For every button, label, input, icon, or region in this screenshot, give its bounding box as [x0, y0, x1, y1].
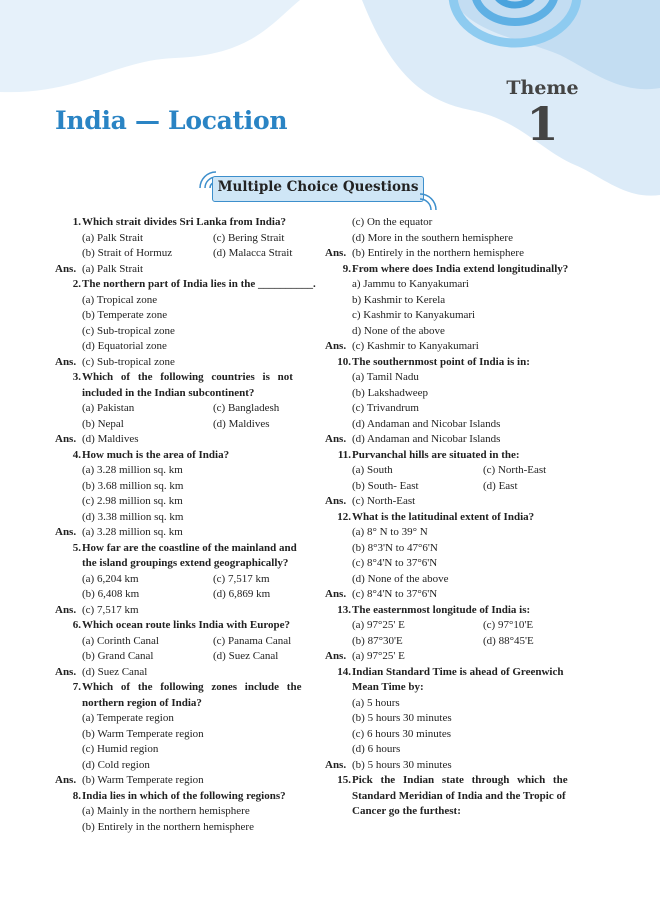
- option: (b) 5 hours 30 minutes: [352, 712, 452, 724]
- option: (c) On the equator: [352, 216, 433, 228]
- wave-right-icon: [418, 192, 440, 212]
- question-11: 11. Purvanchal hills are situated in the:: [337, 448, 520, 461]
- option: b) Kashmir to Kerela: [352, 293, 446, 306]
- option: (a) 5 hours: [352, 696, 400, 709]
- option: (a) 3.28 million sq. km: [82, 464, 183, 476]
- option: (c) Humid region: [82, 743, 159, 755]
- question-14-cont: Mean Time by:: [352, 681, 424, 693]
- option: (d) 3.38 million sq. km: [82, 510, 184, 523]
- answer-14: Ans. (b) 5 hours 30 minutes: [325, 758, 452, 771]
- option: (b) Lakshadweep: [352, 386, 429, 399]
- theme-word: Theme: [506, 77, 579, 99]
- option: (a) 8° N to 39° N: [352, 526, 428, 538]
- option: (d) Andaman and Nicobar Islands: [352, 417, 501, 430]
- option-row: (a) Pakistan (c) Bangladesh: [82, 402, 280, 414]
- question-14: 14. Indian Standard Time is ahead of Greenwich: [337, 665, 564, 678]
- option: (a) Tropical zone: [82, 293, 158, 306]
- answer-2: Ans. (c) Sub-tropical zone: [55, 355, 175, 368]
- option: (c) Trivandrum: [352, 402, 419, 414]
- answer-13: Ans. (a) 97°25' E: [325, 650, 405, 662]
- option: (c) 6 hours 30 minutes: [352, 727, 451, 740]
- question-10: 10. The southernmost point of India is in:: [337, 355, 530, 368]
- option-row: (b) 6,408 km (d) 6,869 km: [82, 588, 271, 600]
- question-2: 2. The northern part of India lies in the __________.: [72, 278, 316, 290]
- question-15-cont: Standard Meridian of India and the Tropic of: [352, 789, 566, 802]
- answer-12: Ans. (c) 8°4'N to 37°6'N: [325, 588, 438, 600]
- question-13: 13. The easternmost longitude of India is:: [337, 603, 531, 616]
- question-7-cont: northern region of India?: [82, 696, 202, 709]
- option: (c) 8°4'N to 37°6'N: [352, 557, 438, 569]
- answer-10: Ans. (d) Andaman and Nicobar Islands: [325, 433, 501, 445]
- question-3: 3. Which of the following countries is not: [72, 371, 293, 383]
- question-9: 9. From where does India extend longitudinally?: [342, 262, 569, 275]
- answer-5: Ans. (c) 7,517 km: [55, 603, 139, 616]
- option: (b) Entirely in the northern hemisphere: [82, 820, 254, 833]
- option: (a) Tamil Nadu: [352, 371, 419, 383]
- option: (d) More in the southern hemisphere: [352, 231, 513, 244]
- option: (d) 6 hours: [352, 743, 401, 755]
- answer-7: Ans. (b) Warm Temperate region: [55, 774, 204, 786]
- option-row: (b) 87°30'E (d) 88°45'E: [352, 634, 534, 647]
- section-heading: [212, 176, 426, 204]
- answer-1: Ans. (a) Palk Strait: [55, 262, 144, 275]
- left-column: [55, 215, 316, 835]
- question-12: 12. What is the latitudinal extent of India?: [337, 510, 535, 523]
- option: c) Kashmir to Kanyakumari: [352, 309, 476, 321]
- question-8: 8. India lies in which of the following regions?: [72, 789, 286, 802]
- right-column: [325, 215, 585, 820]
- option-row: (b) South- East (d) East: [352, 479, 518, 492]
- answer-6: Ans. (d) Suez Canal: [55, 665, 148, 678]
- option: (c) Sub-tropical zone: [82, 324, 175, 337]
- option-row: (a) South (c) North-East: [352, 464, 547, 476]
- option: a) Jammu to Kanyakumari: [352, 278, 469, 290]
- question-5: 5. How far are the coastline of the mainland and: [72, 541, 297, 554]
- answer-3: Ans. (d) Maldives: [55, 433, 139, 445]
- question-7: 7. Which of the following zones include the: [72, 681, 302, 693]
- section-title: Multiple Choice Questions: [217, 179, 419, 195]
- question-1: 1. Which strait divides Sri Lanka from India?: [72, 216, 286, 228]
- option: (d) Equatorial zone: [82, 340, 167, 352]
- option-row: (b) Strait of Hormuz (d) Malacca Strait: [82, 247, 293, 259]
- option-row: (a) Corinth Canal (c) Panama Canal: [82, 634, 292, 647]
- answer-11: Ans. (c) North-East: [325, 495, 416, 507]
- option-row: (b) Grand Canal (d) Suez Canal: [82, 650, 279, 662]
- question-15-cont: Cancer go the furthest:: [352, 805, 461, 817]
- option: (b) Warm Temperate region: [82, 727, 204, 740]
- option: (d) Cold region: [82, 758, 150, 771]
- option: (d) None of the above: [352, 572, 449, 585]
- option-row: (b) Nepal (d) Maldives: [82, 417, 270, 430]
- answer-8: Ans. (b) Entirely in the northern hemisphere: [325, 247, 524, 259]
- option: (b) 8°3'N to 47°6'N: [352, 541, 438, 554]
- question-15: 15. Pick the Indian state through which the: [337, 774, 568, 786]
- theme-label: [480, 77, 605, 151]
- question-4: 4. How much is the area of India?: [72, 448, 230, 461]
- question-6: 6. Which ocean route links India with Europe?: [72, 619, 291, 631]
- top-left-blob: [0, 0, 300, 92]
- option: (a) Mainly in the northern hemisphere: [82, 805, 250, 817]
- question-3-cont: included in the Indian subcontinent?: [82, 386, 255, 399]
- theme-number: 1: [526, 97, 559, 151]
- answer-9: Ans. (c) Kashmir to Kanyakumari: [325, 340, 479, 352]
- option: (c) 2.98 million sq. km: [82, 495, 183, 507]
- answer-4: Ans. (a) 3.28 million sq. km: [55, 526, 183, 538]
- option: (b) Temperate zone: [82, 309, 168, 321]
- option-row: (a) 6,204 km (c) 7,517 km: [82, 572, 270, 585]
- option: (a) Temperate region: [82, 712, 174, 724]
- question-5-cont: the island groupings extend geographically?: [82, 557, 289, 569]
- option-row: (a) Palk Strait (c) Bering Strait: [82, 231, 285, 244]
- option: d) None of the above: [352, 324, 445, 337]
- option-row: (a) 97°25' E (c) 97°10'E: [352, 619, 534, 631]
- option: (b) 3.68 million sq. km: [82, 479, 184, 492]
- chapter-title: India — Location: [55, 106, 288, 135]
